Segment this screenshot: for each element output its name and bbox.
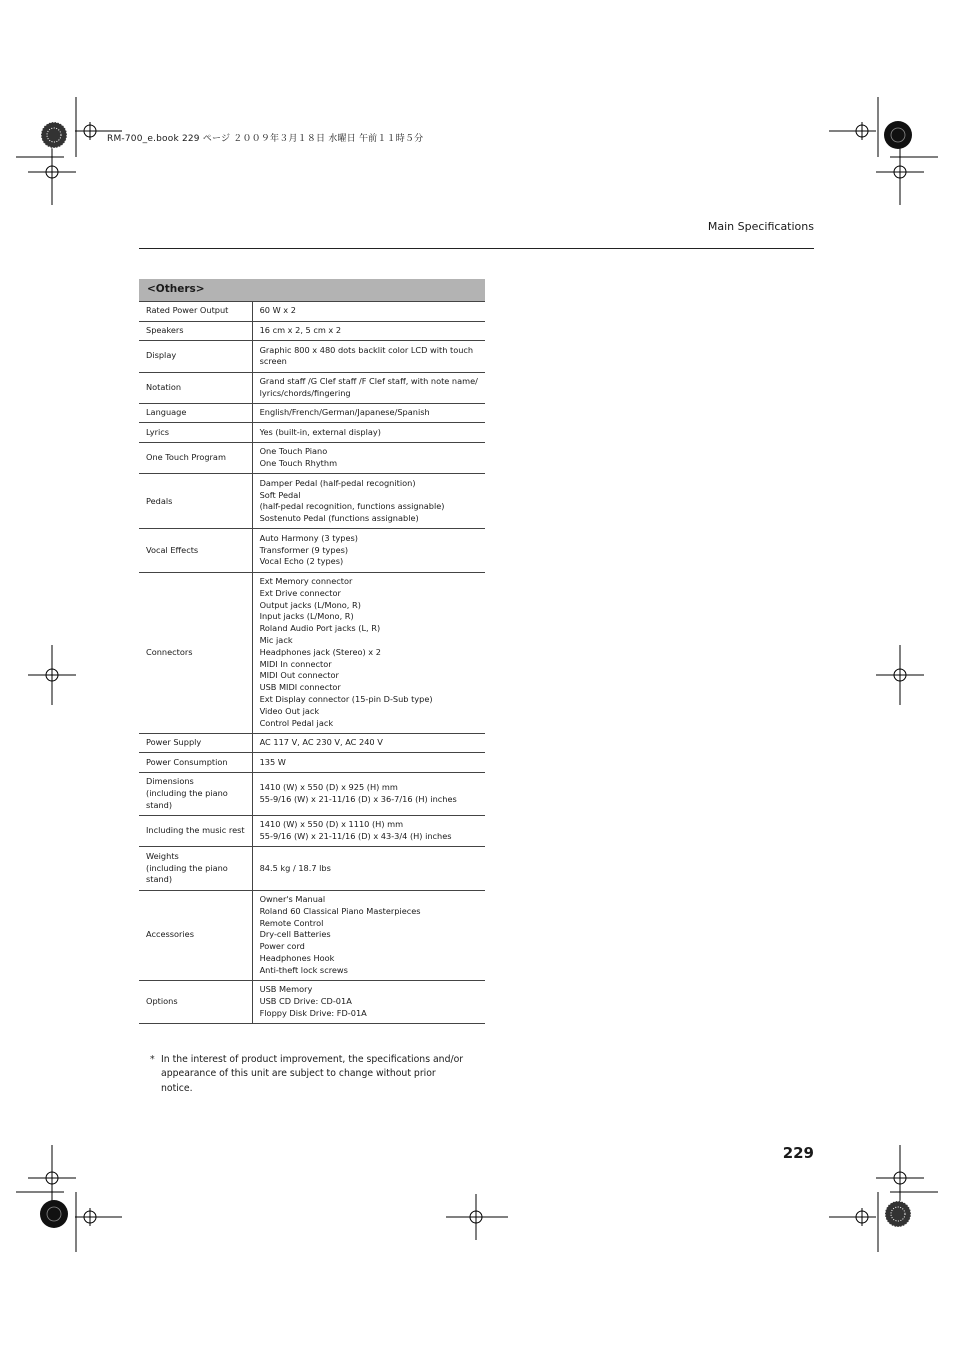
footnote-text-line1: In the interest of product improvement, the specifications and/or [161, 1054, 464, 1065]
spec-label-line: Display [146, 350, 177, 361]
table-row [139, 753, 485, 773]
spec-value-line: Input jacks (L/Mono, R) [259, 611, 354, 622]
spec-value-line: 84.5 kg / 18.7 lbs [259, 862, 331, 873]
spec-value-line: Damper Pedal (half-pedal recognition) [259, 477, 416, 488]
spec-value [252, 980, 485, 1023]
file-info-header: RM-700_e.book 229 ページ ２００９年３月１８日 水曜日 午前１１時５分 [107, 134, 424, 144]
spec-label-line: Rated Power Output [146, 305, 229, 316]
spec-label-line: (including the piano [146, 862, 228, 873]
spec-value-line: Ext Drive connector [259, 587, 341, 598]
spec-value-line: screen [259, 356, 287, 367]
spec-value-line: 60 W x 2 [259, 305, 296, 316]
specifications-table [139, 279, 485, 1024]
spec-value-line: 16 cm x 2, 5 cm x 2 [259, 324, 342, 335]
header-divider [139, 248, 814, 249]
spec-value-line: Owner's Manual [259, 893, 326, 904]
spec-value-line: One Touch Piano [259, 446, 328, 457]
spec-value-line: Grand staff /G Clef staff /F Clef staff, with note name/ [259, 375, 478, 386]
spec-value [252, 474, 485, 529]
spec-label [139, 443, 252, 474]
table-row [139, 572, 485, 733]
spec-value-line: AC 117 V, AC 230 V, AC 240 V [259, 737, 383, 748]
spec-value-line: USB CD Drive: CD-01A [259, 996, 352, 1007]
spec-value-line: 55-9/16 (W) x 21-11/16 (D) x 43-3/4 (H) inches [259, 831, 452, 842]
spec-value-line: Power cord [259, 941, 305, 952]
table-row [139, 733, 485, 753]
spec-value [252, 772, 485, 815]
spec-label-line: One Touch Program [146, 452, 226, 463]
spec-value-line: lyrics/chords/fingering [259, 387, 351, 398]
spec-value-line: Video Out jack [259, 705, 320, 716]
spec-value-line: Ext Memory connector [259, 575, 353, 586]
spec-value [252, 753, 485, 773]
spec-label [139, 753, 252, 773]
spec-value-line: Remote Control [259, 917, 324, 928]
spec-value-line: Control Pedal jack [259, 717, 334, 728]
spec-label [139, 572, 252, 733]
spec-label [139, 847, 252, 890]
table-row [139, 980, 485, 1023]
spec-value-line: 1410 (W) x 550 (D) x 1110 (H) mm [259, 819, 404, 830]
spec-label-line: Including the music rest [146, 825, 245, 836]
spec-value-line: MIDI Out connector [259, 670, 339, 681]
spec-value-line: Roland Audio Port jacks (L, R) [259, 623, 381, 634]
table-body [139, 302, 485, 1024]
table-row [139, 423, 485, 443]
table-row [139, 529, 485, 572]
spec-value-line: Vocal Echo (2 types) [259, 556, 344, 567]
spec-value-line: 55-9/16 (W) x 21-11/16 (D) x 36-7/16 (H) inches [259, 793, 457, 804]
spec-label-line: Dimensions [146, 776, 194, 787]
spec-value [252, 423, 485, 443]
spec-value-line: One Touch Rhythm [259, 458, 338, 469]
spec-label-line: Vocal Effects [146, 544, 199, 555]
table-row [139, 890, 485, 980]
table-row [139, 341, 485, 372]
spec-value [252, 302, 485, 322]
spec-label-line: Power Supply [146, 737, 202, 748]
table-row [139, 302, 485, 322]
spec-label [139, 980, 252, 1023]
spec-value-line: Anti-theft lock screws [259, 964, 348, 975]
spec-value-line: Transformer (9 types) [259, 544, 349, 555]
spec-label-line: Accessories [146, 929, 194, 940]
table-row [139, 474, 485, 529]
spec-label [139, 474, 252, 529]
table-row [139, 816, 485, 847]
table-row [139, 847, 485, 890]
spec-label [139, 772, 252, 815]
spec-value [252, 733, 485, 753]
spec-value-line: Ext Display connector (15-pin D-Sub type) [259, 693, 433, 704]
spec-label [139, 529, 252, 572]
spec-label-line: Lyrics [146, 426, 170, 437]
spec-label [139, 816, 252, 847]
spec-value [252, 403, 485, 423]
table-row [139, 443, 485, 474]
footnote-marker: * [150, 1054, 155, 1065]
spec-value-line: English/French/German/Japanese/Spanish [259, 407, 430, 418]
spec-label-line: Options [146, 996, 178, 1007]
spec-label-line: Notation [146, 381, 182, 392]
footnote [150, 1053, 470, 1096]
spec-value-line: MIDI In connector [259, 658, 332, 669]
spec-value [252, 890, 485, 980]
spec-label [139, 302, 252, 322]
spec-value-line: USB Memory [259, 984, 313, 995]
spec-label [139, 890, 252, 980]
spec-value-line: Soft Pedal [259, 489, 301, 500]
table-heading: <Others> [139, 279, 485, 302]
spec-value-line: Sostenuto Pedal (functions assignable) [259, 513, 419, 524]
table-row [139, 772, 485, 815]
spec-label [139, 372, 252, 403]
spec-label [139, 423, 252, 443]
spec-label-line: Weights [146, 850, 179, 861]
spec-label-line: Connectors [146, 646, 193, 657]
spec-label [139, 733, 252, 753]
spec-label [139, 321, 252, 341]
spec-value-line: (half-pedal recognition, functions assignable) [259, 501, 445, 512]
spec-label-line: Speakers [146, 324, 184, 335]
spec-value-line: Dry-cell Batteries [259, 929, 331, 940]
spec-value [252, 443, 485, 474]
table-row [139, 321, 485, 341]
spec-value-line: USB MIDI connector [259, 682, 341, 693]
spec-value-line: Auto Harmony (3 types) [259, 532, 358, 543]
footnote-text-line2: appearance of this unit are subject to change without prior notice. [161, 1068, 436, 1094]
spec-value-line: Mic jack [259, 634, 293, 645]
spec-label-line: Language [146, 407, 187, 418]
spec-label-line: Power Consumption [146, 756, 228, 767]
spec-label [139, 403, 252, 423]
spec-label-line: stand) [146, 799, 173, 810]
spec-label-line: stand) [146, 874, 173, 885]
spec-label [139, 341, 252, 372]
spec-value-line: Yes (built-in, external display) [259, 426, 381, 437]
spec-value-line: Roland 60 Classical Piano Masterpieces [259, 905, 421, 916]
spec-value [252, 529, 485, 572]
spec-value-line: Floppy Disk Drive: FD-01A [259, 1007, 367, 1018]
spec-value [252, 341, 485, 372]
spec-value [252, 572, 485, 733]
spec-value-line: Headphones jack (Stereo) x 2 [259, 646, 381, 657]
spec-value-line: 1410 (W) x 550 (D) x 925 (H) mm [259, 782, 398, 793]
spec-value-line: 135 W [259, 756, 286, 767]
spec-value-line: Graphic 800 x 480 dots backlit color LCD with touch [259, 344, 474, 355]
spec-value [252, 372, 485, 403]
spec-value [252, 847, 485, 890]
spec-value [252, 816, 485, 847]
spec-value [252, 321, 485, 341]
table-heading-row [139, 279, 485, 302]
table-row [139, 372, 485, 403]
spec-label-line: Pedals [146, 495, 173, 506]
spec-label-line: (including the piano [146, 788, 228, 799]
section-title: Main Specifications [707, 220, 814, 233]
spec-value-line: Headphones Hook [259, 952, 335, 963]
table-row [139, 403, 485, 423]
spec-value-line: Output jacks (L/Mono, R) [259, 599, 361, 610]
page-number: 229 [782, 1144, 814, 1162]
